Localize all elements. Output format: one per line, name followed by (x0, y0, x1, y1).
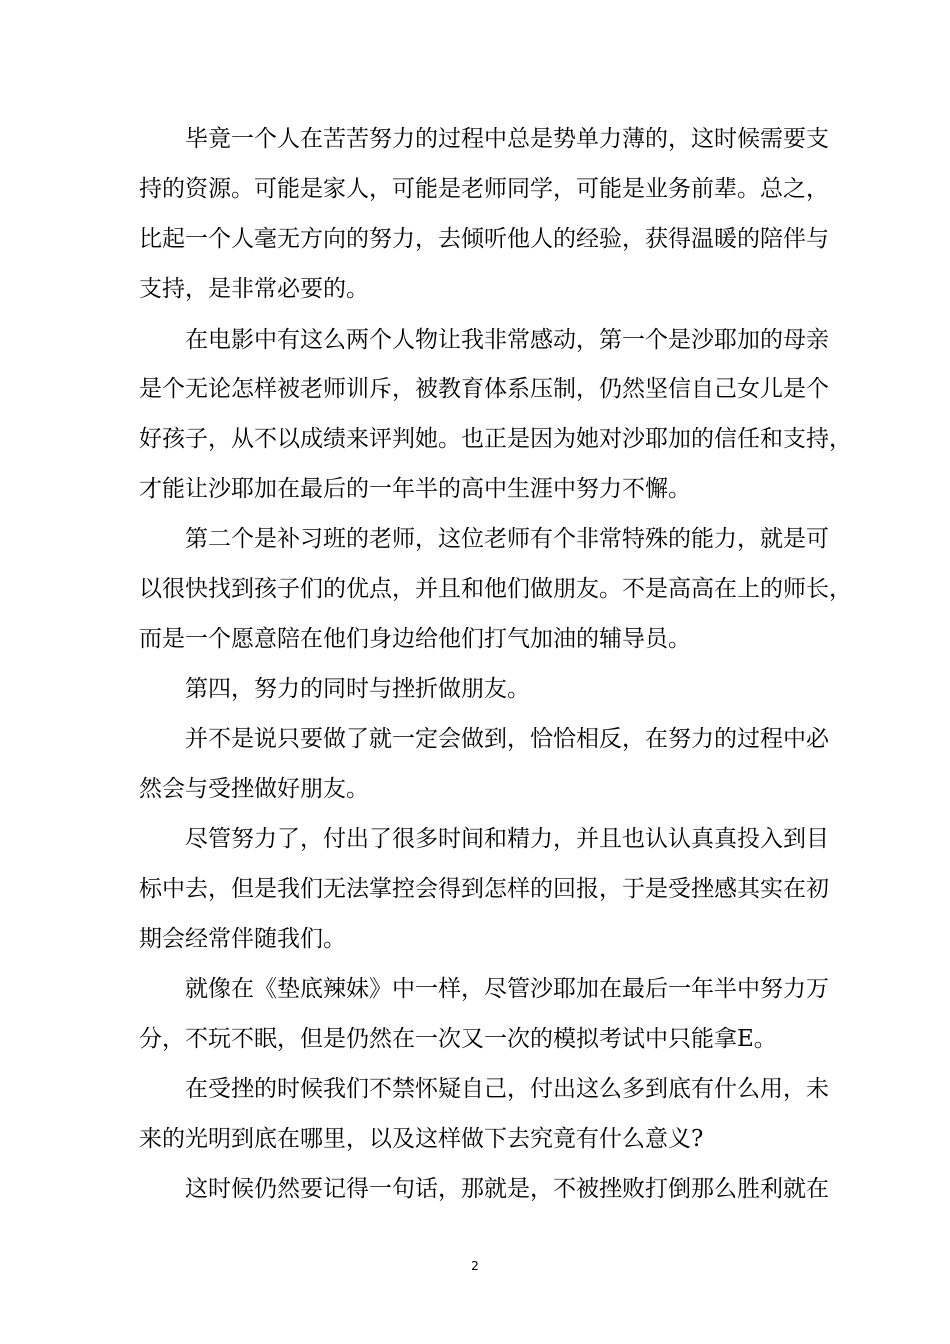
paragraph-1-line-3: 比起一个人毫无方向的努力，去倾听他人的经验，获得温暖的陪伴与 (139, 226, 829, 252)
paragraph-2-line-3: 好孩子，从不以成绩来评判她。也正是因为她对沙耶加的信任和支持， (139, 426, 852, 452)
paragraph-2-line-1: 在电影中有这么两个人物让我非常感动，第一个是沙耶加的母亲 (185, 327, 829, 353)
paragraph-3-line-1: 第二个是补习班的老师，这位老师有个非常特殊的能力，就是可 (185, 526, 829, 552)
paragraph-1-line-4: 支持，是非常必要的。 (139, 276, 369, 302)
paragraph-5-line-1: 并不是说只要做了就一定会做到，恰恰相反，在努力的过程中必 (185, 726, 829, 752)
section-heading-fourth: 第四，努力的同时与挫折做朋友。 (185, 676, 530, 702)
paragraph-6-line-3: 期会经常伴随我们。 (139, 926, 346, 952)
paragraph-6-line-1: 尽管努力了，付出了很多时间和精力，并且也认认真真投入到目 (185, 826, 829, 852)
paragraph-2-line-2: 是个无论怎样被老师训斥，被教育体系压制，仍然坚信自己女儿是个 (139, 376, 829, 402)
paragraph-7-line-2: 分，不玩不眠，但是仍然在一次又一次的模拟考试中只能拿E。 (139, 1026, 777, 1052)
paragraph-9-line-1: 这时候仍然要记得一句话，那就是，不被挫败打倒那么胜利就在 (185, 1176, 829, 1202)
paragraph-1-line-2: 持的资源。可能是家人，可能是老师同学，可能是业务前辈。总之， (139, 176, 829, 202)
paragraph-8-line-1: 在受挫的时候我们不禁怀疑自己，付出这么多到底有什么用，未 (185, 1076, 829, 1102)
paragraph-2-line-4: 才能让沙耶加在最后的一年半的高中生涯中努力不懈。 (139, 476, 691, 502)
paragraph-3-line-2: 以很快找到孩子们的优点，并且和他们做朋友。不是高高在上的师长， (139, 576, 852, 602)
paragraph-1-line-1: 毕竟一个人在苦苦努力的过程中总是势单力薄的，这时候需要支 (185, 126, 829, 152)
paragraph-6-line-2: 标中去，但是我们无法掌控会得到怎样的回报，于是受挫感其实在初 (139, 876, 829, 902)
page-number: 2 (471, 1259, 479, 1273)
paragraph-3-line-3: 而是一个愿意陪在他们身边给他们打气加油的辅导员。 (139, 626, 691, 652)
paragraph-8-line-2: 来的光明到底在哪里，以及这样做下去究竟有什么意义? (139, 1126, 704, 1152)
paragraph-5-line-2: 然会与受挫做好朋友。 (139, 776, 369, 802)
paragraph-7-line-1: 就像在《垫底辣妹》中一样，尽管沙耶加在最后一年半中努力万 (185, 976, 829, 1002)
